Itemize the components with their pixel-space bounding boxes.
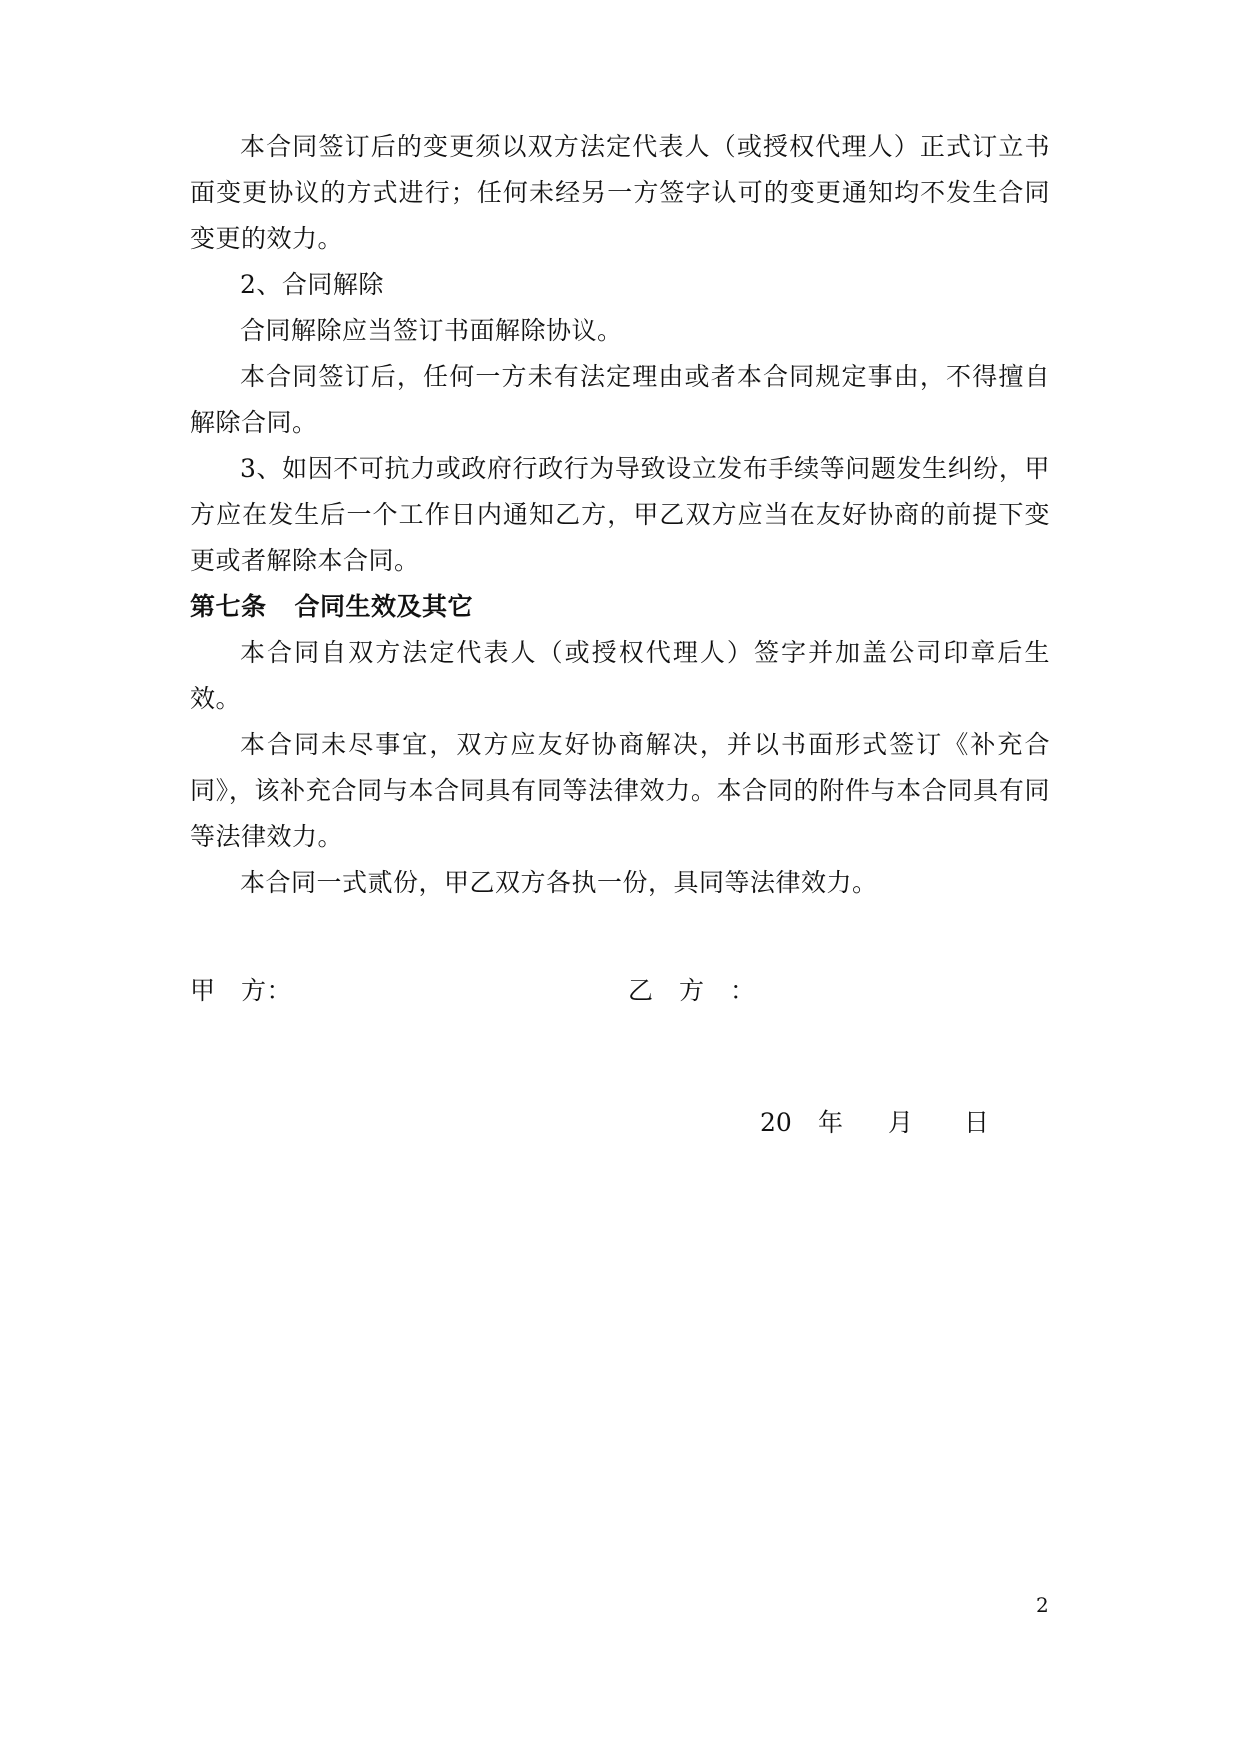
section-7-title: 合同生效及其它 [294, 592, 474, 621]
paragraph-effectiveness: 本合同自双方法定代表人（或授权代理人）签字并加盖公司印章后生效。 [190, 638, 1050, 713]
date-year-prefix: 20 [760, 1108, 792, 1137]
page-number: 2 [1036, 1593, 1049, 1617]
paragraph-supplementary: 本合同未尽事宜，双方应友好协商解决，并以书面形式签订《补充合同》，该补充合同与本合同具有同等法律效力。本合同的附件与本合同具有同等法律效力。 [190, 730, 1050, 851]
paragraph-termination-agreement: 合同解除应当签订书面解除协议。 [240, 316, 623, 345]
date-day: 日 [964, 1108, 990, 1137]
signing-date [760, 1100, 989, 1146]
clause-termination-heading: 2、合同解除 [240, 270, 384, 299]
section-7-number: 第七条 [190, 592, 267, 621]
party-a-signature: 甲 方： [190, 976, 293, 1005]
contract-body [190, 124, 1050, 906]
section-7-heading [190, 584, 1050, 630]
party-b-signature: 乙 方 ： [628, 976, 756, 1005]
paragraph-force-majeure: 3、如因不可抗力或政府行政行为导致设立发布手续等问题发生纠纷，甲方应在发生后一个工作日内通知乙方，甲乙双方应当在友好协商的前提下变更或者解除本合同。 [190, 454, 1050, 575]
paragraph-no-unilateral-termination: 本合同签订后，任何一方未有法定理由或者本合同规定事由，不得擅自解除合同。 [190, 362, 1050, 437]
date-month: 月 [888, 1108, 914, 1137]
date-year: 年 [818, 1108, 844, 1137]
paragraph-copies: 本合同一式贰份，甲乙双方各执一份，具同等法律效力。 [240, 868, 878, 897]
paragraph-amendment: 本合同签订后的变更须以双方法定代表人（或授权代理人）正式订立书面变更协议的方式进行；任何未经另一方签字认可的变更通知均不发生合同变更的效力。 [190, 132, 1050, 253]
